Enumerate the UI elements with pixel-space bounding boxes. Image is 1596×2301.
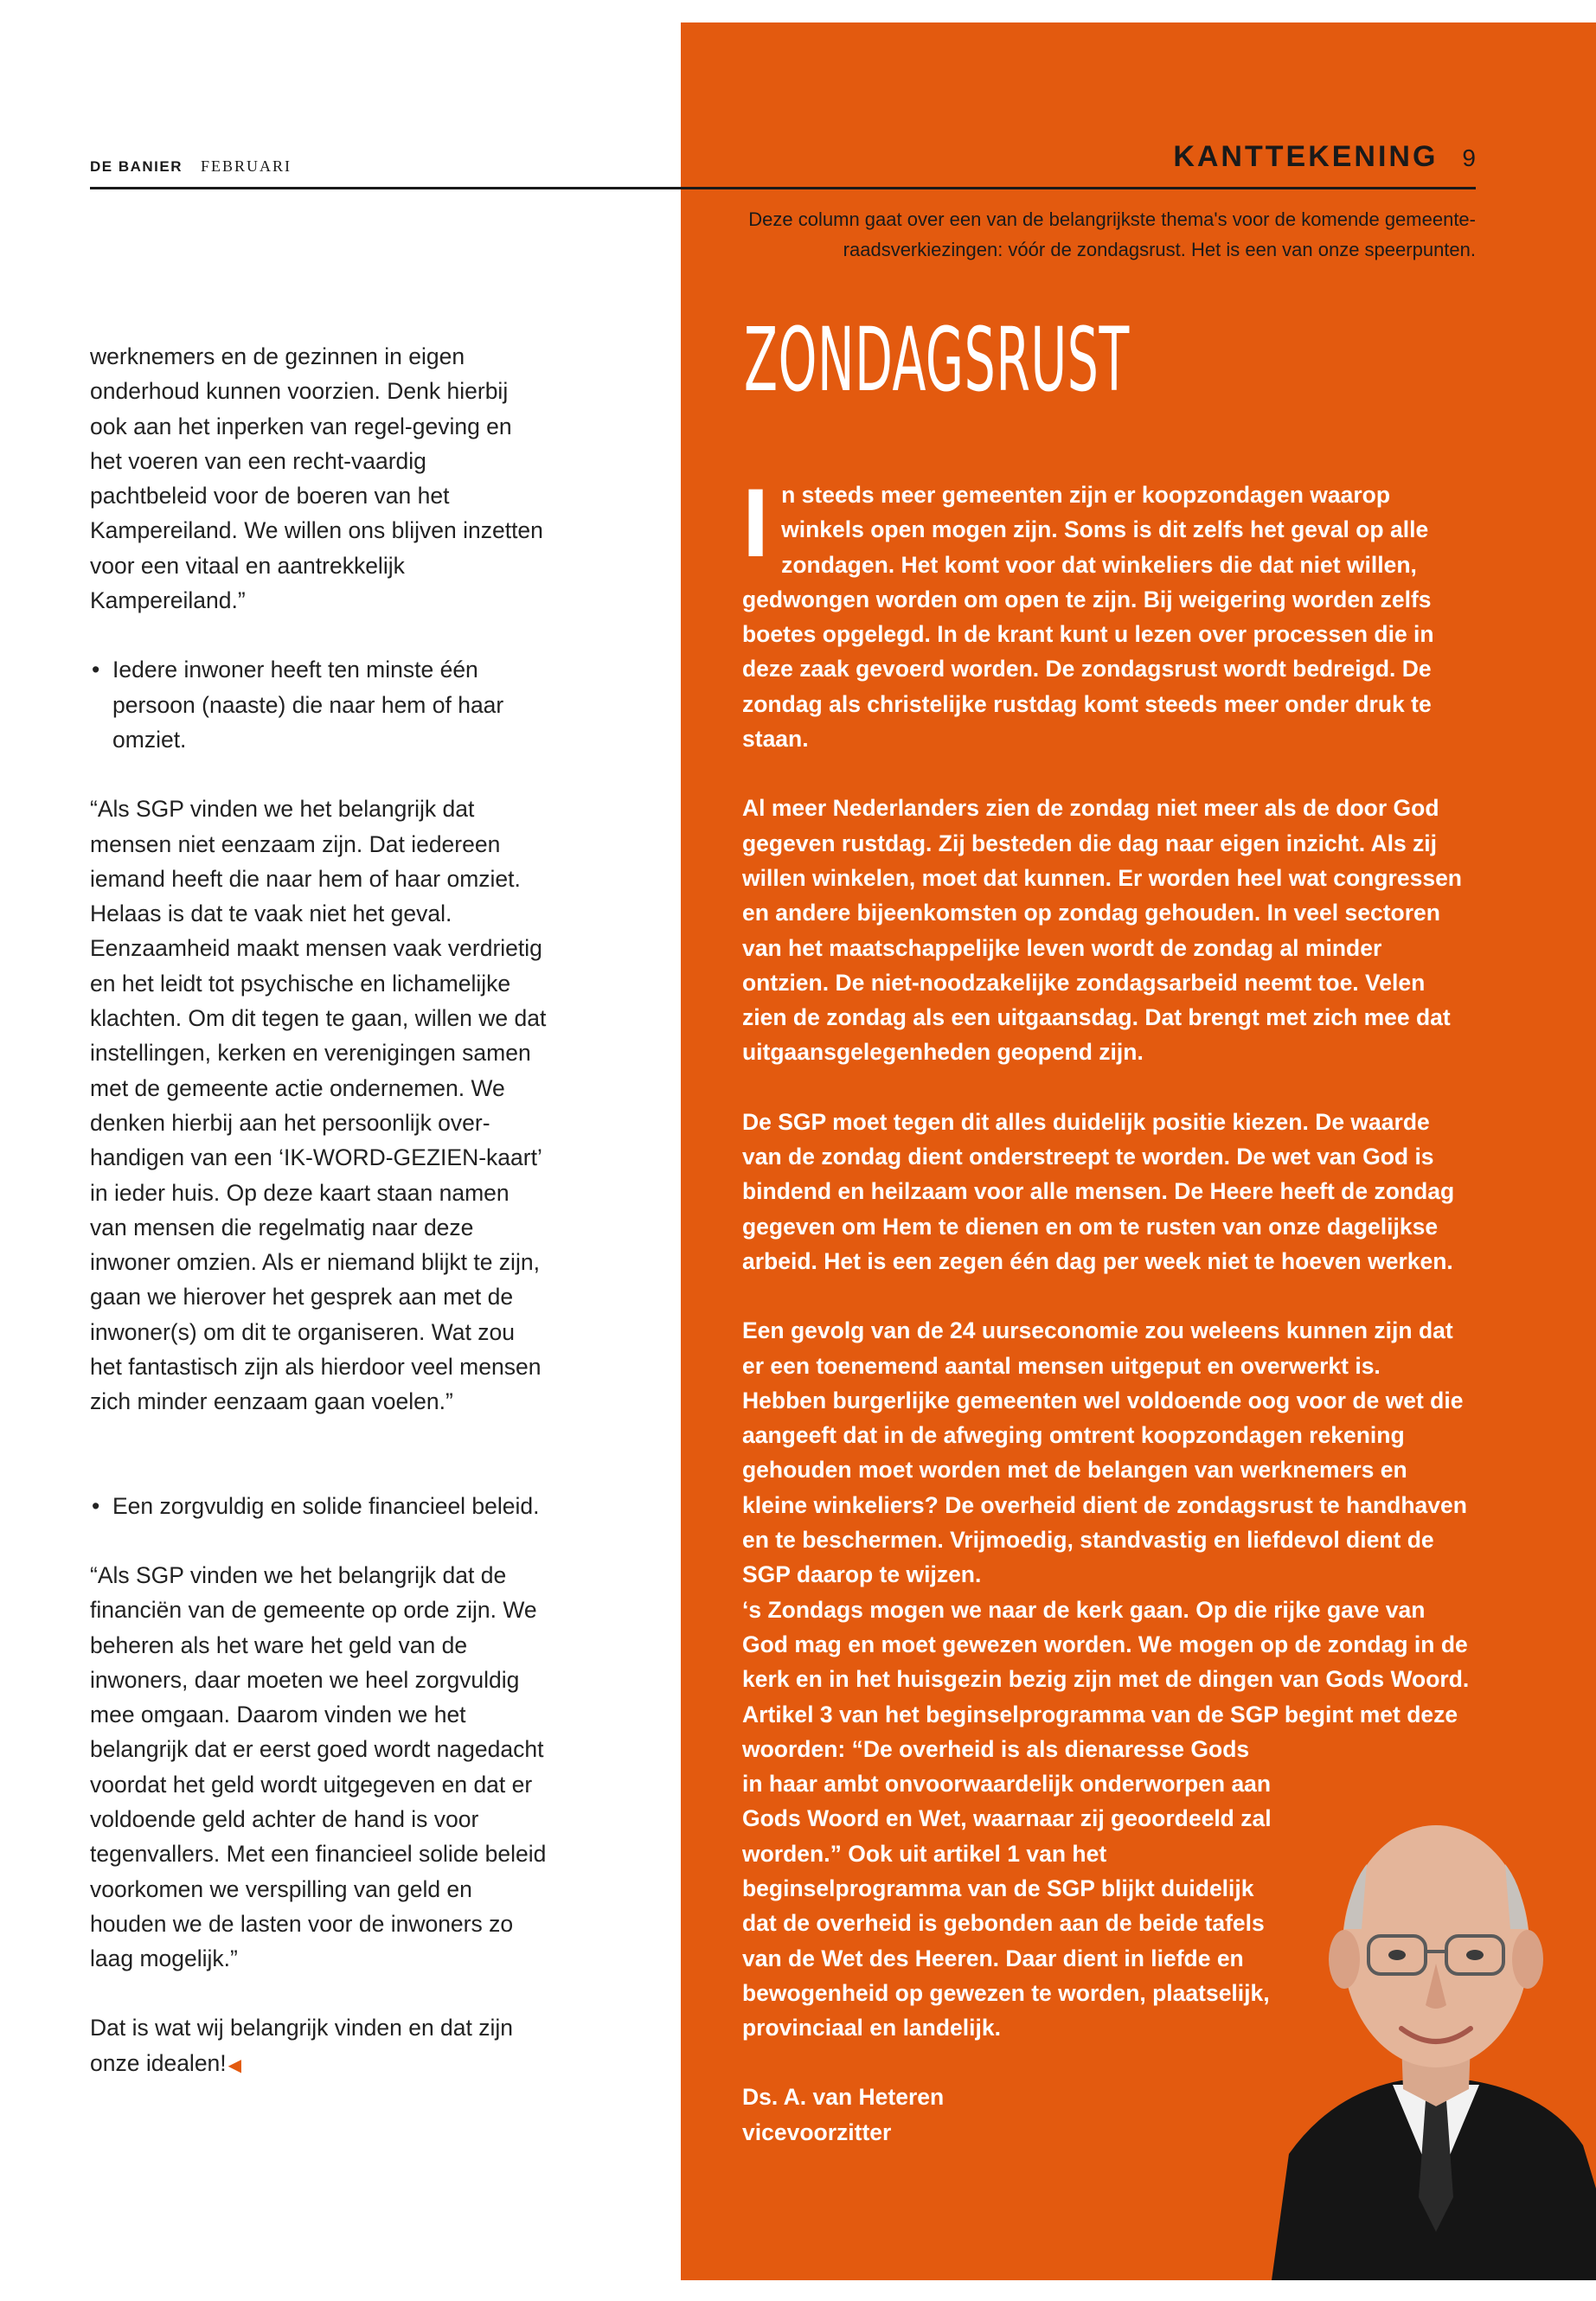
publication-month: FEBRUARI <box>201 157 292 175</box>
author-portrait <box>1272 1782 1596 2280</box>
closing-paragraph <box>90 2010 548 2083</box>
publication-name: DE BANIER <box>90 158 183 175</box>
left-column <box>90 339 548 2083</box>
article-title: ZONDAGSRUST <box>744 309 1130 412</box>
end-mark-icon: ◀ <box>228 2055 242 2075</box>
column-intro: Deze column gaat over een van de belangrijkste thema's voor de komende gemeente-raadsverkiezingen: vóór de zondagsrust. Het is een van onze speerpunten. <box>748 208 1476 260</box>
dropcap: I <box>742 469 770 577</box>
bullet-item: • Iedere inwoner heeft ten minste één persoon (naaste) die naar hem of haar omziet. <box>90 652 548 757</box>
left-paragraph: “Als SGP vinden we het belangrijk dat mensen niet eenzaam zijn. Dat iedereen iemand heeft die naar hem of haar omziet. Helaas is dat te vaak niet het geval. Eenzaamheid maakt mensen vaak verdrietig en het leidt tot psychische en lichamelijke klachten. Om dit tegen te gaan, willen we dat instellingen, kerken en verenigingen samen met de gemeente actie ondernemen. We denken hierbij aan het persoonlijk over-handigen van een ‘IK-WORD-GEZIEN-kaart’ in ieder huis. Op deze kaart staan namen van mensen die regelmatig naar deze inwoner omzien. Als er niemand blijkt te zijn, gaan we hierover het gesprek aan met de inwoner(s) om dit te organiseren. Wat zou het fantastisch zijn als hierdoor veel mensen zich minder eenzaam gaan voelen.” <box>90 796 547 1415</box>
page-number: 9 <box>1462 144 1476 171</box>
author-name: Ds. A. van Heteren <box>742 2084 945 2111</box>
article-paragraph <box>742 469 1471 756</box>
left-paragraph: “Als SGP vinden we het belangrijk dat de financiën van de gemeente op orde zijn. We beheren als het ware het geld van de inwoners, daar moeten we heel zorgvuldig mee omgaan. Daarom vinden we het belangrijk dat er eerst goed wordt nagedacht voordat het geld wordt uitgegeven en dat er voldoende geld achter de hand is voor tegenvallers. Met een financieel solide beleid voorkomen we verspilling van geld en houden we de lasten voor de inwoners zo laag mogelijk.” <box>90 1561 547 1972</box>
section-header <box>1173 140 1476 174</box>
article-paragraph: Een gevolg van de 24 uurseconomie zou weleens kunnen zijn dat er een toenemend aantal mensen uitgeput en overwerkt is. Hebben burgerlijke gemeenten wel voldoende oog voor de wet die aangeeft dat in de afweging omtrent koopzondagen rekening gehouden moet worden met de belangen van werknemers en kleine winkeliers? De overheid dient de zondagsrust te handhaven en te beschermen. Vrijmoedig, standvastig en liefdevol dient de SGP daarop te wijzen. <box>742 1317 1467 1588</box>
article-paragraph: in haar ambt onvoorwaardelijk onderworpen aan Gods Woord en Wet, waarnaar zij geoordeeld zal worden.” Ook uit artikel 1 van het beginselprogramma van de SGP blijkt duidelijk dat de overheid is gebonden aan de beide tafels van de Wet des Heeren. Daar dient in liefde en bewogenheid op gewezen te worden, plaatselijk, provinciaal en landelijk. <box>742 1771 1272 2041</box>
section-title: KANTTEKENING <box>1173 140 1439 173</box>
author-role: vicevoorzitter <box>742 2118 892 2145</box>
closing-text: Dat is wat wij belangrijk vinden en dat zijn onze idealen! <box>90 2015 514 2076</box>
article-paragraph: De SGP moet tegen dit alles duidelijk positie kiezen. De waarde van de zondag dient onderstreept te worden. De wet van God is bindend en heilzaam voor alle mensen. De Heere heeft de zondag gegeven om Hem te dienen en om te rusten van onze dagelijkse arbeid. Het is een zegen één dag per week niet te hoeven werken. <box>742 1108 1455 1274</box>
article-paragraph: Al meer Nederlanders zien de zondag niet meer als de door God gegeven rustdag. Zij besteden die dag naar eigen inzicht. Als zij willen winkelen, moet dat kunnen. Er worden heel wat congressen en andere bijeenkomsten op zondag gehouden. In veel sectoren van het maatschappelijke leven wordt de zondag al minder ontzien. De niet-noodzakelijke zondagsarbeid neemt toe. Velen zien de zondag als een uitgaansdag. Dat brengt met zich mee dat uitgaansgelegenheden geopend zijn. <box>742 795 1462 1066</box>
left-paragraph: werknemers en de gezinnen in eigen onderhoud kunnen voorzien. Denk hierbij ook aan het inperken van regel-geving en het voeren van een recht-vaardig pachtbeleid voor de boeren van het Kampereiland. We willen ons blijven inzetten voor een vitaal en aantrekkelijk Kampereiland.” <box>90 343 543 614</box>
header-divider <box>90 187 1476 189</box>
article-paragraph: ‘s Zondags mogen we naar de kerk gaan. Op die rijke gave van God mag en moet gewezen worden. We mogen op de zondag in de kerk en in het huisgezin bezig zijn met de dingen van Gods Woord. Artikel 3 van het beginselprogramma van de SGP begint met deze woorden: “De overheid is als dienaresse Gods <box>742 1596 1470 1762</box>
article-paragraph-text: n steeds meer gemeenten zijn er koopzondagen waarop winkels open mogen zijn. Soms is dit zelfs het geval op alle zondagen. Het komt voor dat winkeliers die dat niet willen, gedwongen worden om open te zijn. Bij weigering worden zelfs boetes opgelegd. In de krant kunt u lezen over processen die in deze zaak gevoerd worden. De zondagsrust wordt bedreigd. De zondag als christelijke rustdag komt steeds meer onder druk te staan. <box>742 482 1434 753</box>
bullet-item: • Een zorgvuldig en solide financieel beleid. <box>90 1489 548 1523</box>
